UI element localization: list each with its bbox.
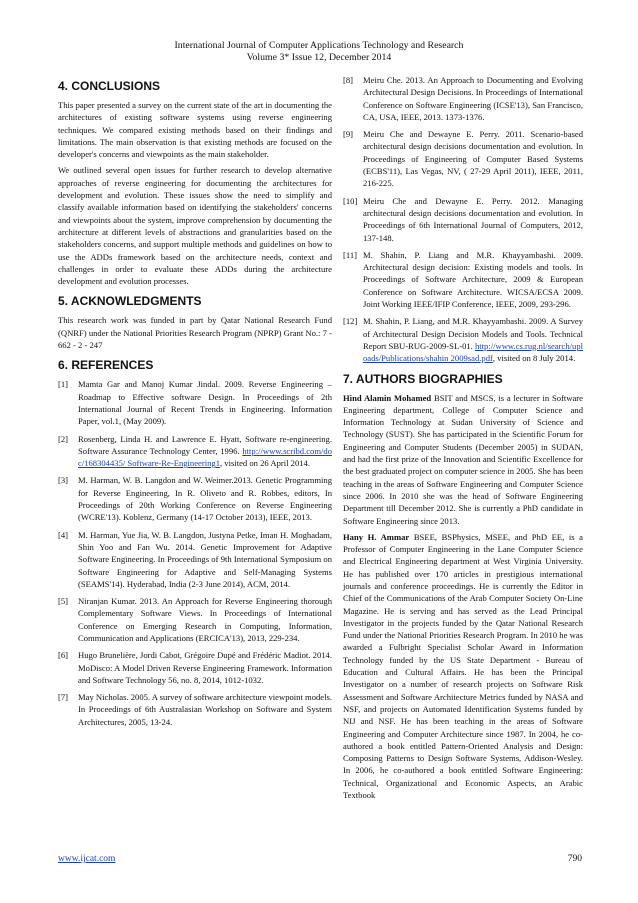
acknowledgments-heading: 5. ACKNOWLEDGMENTS — [58, 294, 202, 309]
reference-item: [12] M. Shahin, P. Liang, and M.R. Khayyambashi. 2009. A Survey of Architectural Design Decision Models and Tools. Technical Report SBU-RUG-2009-SL-01. http://www.cs.rug.nl/search/uploads/Publications/shahin 2009sad.pdf, visited on 8 July 2014. — [343, 316, 584, 364]
reference-item: [5] Niranjan Kumar. 2013. An Approach for Reverse Engineering thorough Complementary Software Views. In Proceedings of International Conference on Emerging Research in Computing, Information, Communication and Applications (ERCICA'13), 2013, 229-234. — [58, 596, 332, 643]
conclusions-paragraph-1: This paper presented a survey on the current state of the art in documenting the architectures of existing software systems using reverse engineering techniques. We compared existing methods based on their findings and limitations. The main observation is that existing methods are focused on the developer's concerns and viewpoints as the main stakeholder. — [58, 100, 332, 160]
reference-link[interactable]: http://www.scribd.com/doc/168304435/ Software-Re-Engineering1 — [78, 445, 332, 469]
page-footer — [58, 854, 582, 864]
references-list-left — [58, 378, 332, 728]
bio-name: Hind Alamin Mohamed — [343, 392, 432, 403]
bio-hind: Hind Alamin Mohamed BSIT and MSCS, is a lecturer in Software Engineering department, College of Computer Science and Information Technology at Sudan University of Science and Technology (SUST). She has participated in the Scientific Forum for Engineering and Computer Students (December 2005) in SUDAN, and had the first prize of the Innovation and Scientific Excellence for the best graduated project on computer science in 2005. She has been teaching in the areas of Software Engineering and Computer Science since 2006. In 2010 she was the head of Software Engineering Department till December 2012. She is currently a PhD candidate in Software Engineering since 2013. — [343, 392, 583, 526]
reference-item: [11] M. Shahin, P. Liang and M.R. Khayyambashi. 2009. Architectural design decision: Existing models and tools. In Proceedings of Software Architecture, 2009 & European Conference on Software Architecture. WICSA/ECSA 2009. Joint Working IEEE/IFIP Conference, IEEE, 2009, 293-296. — [343, 249, 583, 310]
reference-item: [1] Mamta Gar and Manoj Kumar Jindal. 2009. Reverse Engineering – Roadmap to Effective software Design. In Proceedings of 2th International Journal of Recent Trends in Engineering. Information Paper, vol.1, (May 2009). — [58, 379, 332, 427]
bio-name: Hany H. Ammar — [343, 531, 410, 542]
page-number: 790 — [567, 854, 582, 864]
right-column — [343, 74, 583, 805]
references-list-right — [343, 74, 583, 365]
left-column — [58, 72, 332, 733]
reference-item: [7] May Nicholas. 2005. A survey of software architecture viewpoint models. In Proceedings of 6th Australasian Workshop on Software and System Architectures, 2005, 13-24. — [58, 692, 332, 727]
references-heading: 6. REFERENCES — [58, 358, 154, 373]
reference-link[interactable]: http://www.cs.rug.nl/search/uploads/Publications/shahin 2009sad.pdf — [363, 340, 584, 364]
bio-hany: Hany H. Ammar BSEE, BSPhysics, MSEE, and PhD EE, is a Professor of Computer Engineering in the Lane Computer Science and Electrical Engineering department at West Virginia University. He has published over 170 articles in prestigious international journals and conference proceedings. He is currently the Editor in Chief of the Communications of the Arab Computer Society On-Line Magazine. He is serving and has served as the Lead Principal Investigator in the projects funded by the Qatar National Research Fund under the National Priorities Research Program. In 2010 he was awarded a Fulbright Specialist Scholar Award in Information Technology funded by the US State Department - Bureau of Education and Cultural Affairs. He has been the Principal Investigator on a number of research projects on Software Risk Assessment and Software Architecture Metrics funded by NASA and NSF, and projects on Automated Identification Systems funded by NIJ and NSF. He has been teaching in the areas of Software Engineering and Computer Architecture since 1987. In 2004, he co-authored a book entitled Pattern-Oriented Analysis and Design: Composing Patterns to Design Software Systems, Addison-Wesley. In 2006, he co-authored a book entitled Software Engineering: Technical, Organizational and Economic Aspects, an Arabic Textbook — [343, 531, 583, 801]
journal-title: International Journal of Computer Applications Technology and Research — [174, 40, 464, 51]
reference-item: [4] M. Harman, Yue Jia, W. B. Langdon, Justyna Petke, Iman H. Moghadam, Shin Yoo and Fan Wu. 2014. Genetic Improvement for Adaptive Software Engineering. In Proceedings of 9th International Symposium on Software Engineering for Adaptive and Self-Managing Systems (SEAMS'14). Hyderabad, India (2-3 June 2014), ACM, 2014. — [58, 529, 332, 589]
journal-volume: Volume 3* Issue 12, December 2014 — [246, 52, 392, 63]
acknowledgments-text: This research work was funded in part by Qatar National Research Fund (QNRF) under the National Priorities Research Program (NPRP) Grant No.: 7 - 662 - 2 - 247 — [58, 315, 332, 351]
reference-item: [6] Hugo Brunelière, Jordi Cabot, Grégoire Dupé and Frédéric Madiot. 2014. MoDisco: A Model Driven Reverse Engineering Framework. Information and Software Technology 56, no. 8, 2014, 1012-1032. — [58, 650, 332, 685]
reference-item: [10] Meiru Che and Dewayne E. Perry. 2012. Managing architectural design decisions documentation and evolution. In Proceedings of 6th International Journal of Computers, 2012, 137-148. — [343, 195, 583, 243]
conclusions-heading: 4. CONCLUSIONS — [58, 79, 161, 93]
reference-item: [2] Rosenberg, Linda H. and Lawrence E. Hyatt, Software re-engineering. Software Assurance Technology Center, 1996. http://www.scribd.com/doc/168304435/ Software-Re-Engineering1, visited on 26 April 2014. — [58, 433, 332, 469]
reference-item: [8] Meiru Che. 2013. An Approach to Documenting and Evolving Architectural Design Decisions. In Proceedings of International Conference on Software Engineering (ICSE'13), San Francisco, CA, USA, IEEE, 2013. 1373-1376. — [343, 75, 583, 122]
reference-item: [9] Meiru Che and Dewayne E. Perry. 2011. Scenario-based architectural design decisions documentation and evolution. In Proceedings of Engineering of Computer Based Systems (ECBS'11), Las Vegas, NV, ( 27-29 April 2011), IEEE, 2011, 216-225. — [343, 129, 583, 189]
footer-url[interactable]: www.ijcat.com — [58, 854, 116, 864]
page-header — [0, 40, 638, 64]
reference-item: [3] M. Harman, W. B. Langdon and W. Weimer.2013. Genetic Programming for Reverse Engineering, In R. Oliveto and R. Robbes, editors, In Proceedings of 20th Working Conference on Reverse Engineering (WCRE'13). Koblenz, Germany (14-17 October 2013), IEEE, 2013. — [58, 475, 332, 523]
conclusions-paragraph-2: We outlined several open issues for further research to develop alternative approaches of reverse engineering for documenting the architectures for development and evolution. These issues show the need to simplify and classify available information based on identifying the stakeholders' concerns and viewpoints about the system, improve comprehension by documenting the architecture at different levels of abstractions and granularities based on the stakeholders concerns, and support multiple methods and guidelines on how to use the ADDs framework based on the architecture needs, context and challenges in order to evaluate these ADDs during the architecture development and evolution processes. — [58, 165, 332, 287]
biographies-heading: 7. AUTHORS BIOGRAPHIES — [343, 371, 503, 386]
